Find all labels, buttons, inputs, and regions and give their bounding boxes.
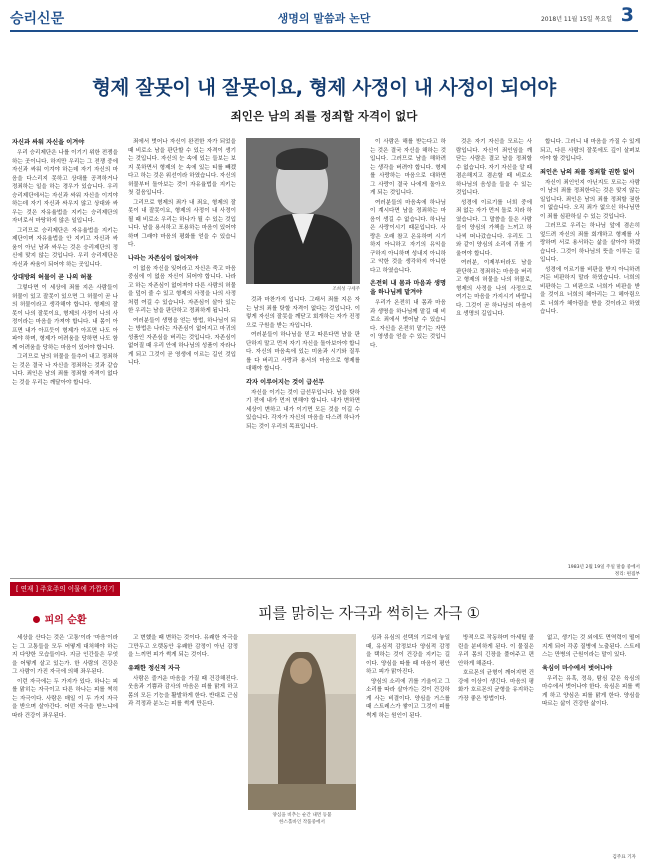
paragraph: 이 없음 자신을 잊어라고 자신은 죽고 마음 중심에 이 없음 자신이 되어야 합니다. 나라고 하는 자존심이 없어져야 다른 사람의 허물을 덮어 줄 수 있고 형제의 사정을 나의 사정처럼 여길 수 있습니다. 자존심이 살아 있는 한 우리는 남을 판단하고 정죄하게 됩니다. bbox=[128, 265, 236, 314]
article-column-4 bbox=[370, 138, 446, 574]
section-name: 생명의 말씀과 논단 bbox=[277, 12, 371, 25]
paragraph: 고 변했을 때 변하는 것이다. 유쾌한 자극을 그만두고 오랫동안 유쾌한 감정이 아닌 감정을 느끼면 피가 썩게 되는 것이다. bbox=[128, 635, 238, 658]
article2-column-1 bbox=[12, 634, 118, 860]
paragraph: 그리므로 남의 허물을 들추어 내고 정죄하는 것은 결국 나 자신을 정죄하는 것과 같습니다. 죄인은 남의 죄를 정죄할 자격이 없다는 것을 우리는 깨달아야 합니다. bbox=[12, 354, 118, 386]
byline: 김주표 기자 bbox=[612, 855, 636, 860]
subheading: 상대방의 허물이 곧 나의 허물 bbox=[12, 274, 93, 281]
paragraph: 여러분들이 생명을 얻는 방법, 하나님이 되는 방법은 나라는 자존심이 없어지고 마귀의 성품인 자존심을 버리는 것입니다. 자존심이 없어질 때 우리 안에 하나님의 성품이 자라나게 되고 그것이 곧 영생에 이르는 길인 것입니다. bbox=[128, 317, 236, 366]
paragraph: 것은 자기 자신을 모르는 사람입니다. 자신이 죄인임을 깨닫는 사람은 결코 남을 정죄할 수 없습니다. 자기 자신을 알 때 겸손해지고 겸손할 때 비로소 하나님의 음성을 들을 수 있는 것입니다. bbox=[456, 139, 532, 196]
subheading: 육심이 마수에서 벗어나야 bbox=[542, 664, 613, 672]
paragraph: 그리므로 승리제단은 자유율법을 지키는 제단이며 자유율법을 안 지키고 자신과 싸움이 아닌 남과 싸우는 것은 승리제단의 정신에 맞지 않는 것입니다. 우리 승리제단은 자신과 싸움이 되어야 하는 곳입니다. bbox=[12, 227, 118, 268]
series-title: 피의 순환 bbox=[10, 611, 110, 626]
paragraph: 우리가 온전히 내 몸과 마음과 생명을 하나님께 맡길 때 비로소 죄에서 벗어날 수 있습니다. 자신을 온전히 맡기는 자만이 영생을 얻을 수 있는 것입니다. bbox=[370, 300, 446, 349]
sermon-source-note: 1983년 2월 19일 주일 말씀 중에서 정리: 편집부 bbox=[567, 565, 640, 577]
paragraph: 여러분들의 마음속에 하나님이 계시다면 남을 정죄하는 마음이 생길 수 없습니다. 하나님은 사랑이시기 때문입니다. 사랑은 오래 참고 온유하며 시기하지 아니하고 자기의 유익을 구하지 아니하며 성내지 아니하고 악한 것을 생각하지 아니한다고 하였습니다. bbox=[370, 199, 446, 274]
paragraph: 그리므로 형제의 죄가 내 죄요, 형제의 잘못이 내 잘못이요, 형제의 사정이 내 사정이 될 때 비로소 우리는 하나가 될 수 있는 것입니다. 남을 용서하고 포용하는 마음이 있어야 하며 그래야 마음의 평화를 얻을 수 있습니다. bbox=[128, 199, 236, 248]
paragraph: 우리는 유혹, 정욕, 탐심 같은 육심의 마수에서 벗어나야 한다. 육심은 피를 썩게 하고 양심은 피를 맑게 한다. 양심을 따르는 삶이 건강한 삶이다. bbox=[542, 675, 640, 707]
paragraph: 여러분, 이제부터라도 남을 판단하고 정죄하는 마음을 버리고 형제의 허물을 나의 허물로, 형제의 사정을 나의 사정으로 여기는 마음을 가지시기 바랍니다. 그것이 곧 하나님의 마음이요 생명의 길입니다. bbox=[456, 260, 532, 317]
subheading: 나라는 자존심이 없어져야 bbox=[128, 254, 199, 262]
paragraph: 합니다. 그러니 내 마음을 가질 수 있게 되고, 다른 사람의 잘못에도 깊이 살펴보아야 할 것입니다. bbox=[540, 139, 640, 162]
series-tag: [ 연재 ] 주호주의 이물에 가깝지기 bbox=[10, 582, 120, 596]
article-column-6 bbox=[540, 138, 640, 558]
paragraph: 방적으로 작동하며 아세틸 콜린을 분비하게 된다. 이 물질은 우리 몸의 긴장을 풀어주고 편안하게 해준다. bbox=[458, 635, 534, 667]
article2-headline: 피를 맑히는 자극과 썩히는 자극 ① bbox=[258, 604, 480, 622]
paragraph: 성경에 이르기를 너희 중에 죄 없는 자가 먼저 돌로 치라 하였습니다. 그 말씀을 들은 사람들이 양심의 가책을 느끼고 하나씩 떠나갔습니다. 우리도 그와 같이 양심의 소리에 귀를 기울여야 합니다. bbox=[456, 199, 532, 257]
article2-column-2 bbox=[128, 634, 238, 860]
subheading: 자신과 싸워 자신을 이겨야 bbox=[12, 139, 85, 146]
paragraph: 양심의 소리에 귀를 기울이고 그 소리를 따라 살아가는 것이 건강하게 사는 비결이다. 양심을 거스를 때 스트레스가 쌓이고 그것이 피를 썩게 하는 원인이 된다. bbox=[366, 678, 450, 719]
paragraph: 성경에 이르기를 비판을 받지 아니하려거든 비판하지 말라 하였습니다. 너희의 비판하는 그 비판으로 너희가 비판을 받을 것이요 너희의 헤아리는 그 헤아림으로 너희가 헤아림을 받을 것이라고 하였습니다. bbox=[540, 266, 640, 315]
paragraph: 없고, 생기는 것 외에도 면역력이 떨어지게 되어 각종 질병에 노출된다. 스트레스는 만병의 근원이라는 말이 있다. bbox=[542, 635, 640, 658]
subheading: 온전히 내 몸과 마음과 생명을 하나님께 맡겨야 bbox=[370, 280, 446, 296]
paragraph: 이런 자극에는 두 가지가 있다. 하나는 피를 맑히는 자극이고 다른 하나는 피를 썩히는 자극이다. 사람은 매일 이 두 가지 자극을 받으며 살아간다. 어떤 자극을 받느냐에 따라 건강이 좌우된다. bbox=[12, 678, 118, 719]
article-headline: 형제 잘못이 내 잘못이요, 형제 사정이 내 사정이 되어야 bbox=[92, 76, 556, 99]
painting-face bbox=[290, 658, 312, 684]
page-number: 3 bbox=[620, 4, 634, 26]
article2-column-4 bbox=[458, 634, 534, 860]
article2-column-3 bbox=[366, 634, 450, 860]
paragraph: 이 사람은 해를 받는다고 하는 것은 결국 자신을 해하는 것입니다. 그러므로 남을 해하려는 생각을 버려야 합니다. 형제를 사랑하는 마음으로 대하면 그 사랑이 결국 나에게 돌아오게 되는 것입니다. bbox=[370, 139, 446, 196]
paragraph: 자신이 죄인인지 아닌지도 모르는 사람이 남의 죄를 정죄한다는 것은 맞지 않는 일입니다. 죄인은 남의 죄를 정죄할 권한이 없습니다. 오직 죄가 없으신 하나님만이 죄를 심판하실 수 있는 것입니다. bbox=[540, 179, 640, 220]
painting-ground bbox=[248, 784, 356, 810]
subheading: 각자 이루어지는 것이 급선무 bbox=[246, 378, 325, 386]
paragraph: 여러분들이 하나님을 믿고 따른다면 남을 판단하지 말고 먼저 자기 자신을 돌아보아야 합니다. 자신의 마음속에 있는 미움과 시기와 질투를 다 버리고 사랑과 용서의 마음으로 형제를 대해야 합니다. bbox=[246, 332, 360, 372]
paragraph: 그러므로 우리는 하나님 앞에 겸손히 엎드려 자신의 죄를 회개하고 형제를 사랑하며 서로 용서하는 삶을 살아야 하겠습니다. 그것이 하나님의 뜻을 이루는 길입니다. bbox=[540, 223, 640, 263]
preacher-photo bbox=[246, 138, 360, 284]
paragraph: 죄에서 벗어나 자신이 완전한 자가 되었을 때 비로소 남을 판단할 수 있는 자격이 생기는 것입니다. 자신의 눈 속에 있는 들보는 보지 못하면서 형제의 눈 속에 있는 티를 빼겠다고 하는 것은 위선이라 하였습니다. 자신의 허물부터 돌아보는 것이 자유율법을 지키는 첫 걸음입니다. bbox=[128, 139, 236, 196]
paragraph: 자신을 이기는 것이 급선무입니다. 남을 탓하기 전에 내가 먼저 변해야 합니다. 내가 변하면 세상이 변하고 내가 이기면 모든 것을 이길 수 있습니다. 각자가 자신의 마음을 다스려 하나가 되는 것이 우리의 목표입니다. bbox=[246, 389, 360, 430]
paragraph: 그렇다면 이 세상에 죄를 지은 사람들이 허물이 있고 잘못이 있으면 그 허물이 곧 나의 허물이라고 생각해야 합니다. 형제의 잘못이 나의 잘못이요, 형제의 사정이 나의 사정이라는 마음을 가져야 합니다. 내 몸이 아프면 내가 아프듯이 형제가 아프면 나도 아파야 하며, 형제가 어려움을 당하면 나도 함께 어려움을 당하는 마음이 있어야 합니다. bbox=[12, 285, 118, 351]
paragraph: 사람은 즐거운 마음을 가질 때 건강해진다. 웃음과 기쁨과 감사의 마음은 피를 맑게 하고 몸의 모든 기능을 활발하게 한다. 반대로 근심과 걱정과 분노는 피를 썩게 만든다. bbox=[128, 675, 238, 707]
article-column-3 bbox=[246, 296, 360, 574]
subheading: 유쾌한 정신적 자극 bbox=[128, 664, 181, 672]
paragraph: 싱과 유심의 선택의 기로에 놓일 때, 유심적 감정보다 양심적 감정을 택하는 것이 건강을 지키는 길이다. 양심을 따를 때 마음이 평안하고 피가 맑아진다. bbox=[366, 635, 450, 675]
subheading: 죄인은 남의 죄를 정죄할 권한 없어 bbox=[540, 168, 635, 176]
photo-caption: 조희성 구세주 bbox=[332, 287, 360, 292]
article2-column-5 bbox=[542, 634, 640, 848]
article-column-5 bbox=[456, 138, 532, 574]
paragraph: 우리 승리제단은 나를 이기기 위한 전쟁을 하는 곳이니다. 하지만 우리는 그 전쟁 중에 자신과 싸워 이겨야 하는데 자기 자신의 마음을 다스리지 못하고 상대를 공격하거나 정죄하는 일을 하는 경우가 있습니다. 우리 승리제단에서는 자신과 싸워 자신을 이겨야 하는데 자기 자신과 싸우지 않고 상대와 싸우는 것은 자유율법을 지키는 승리제단의 자녀로서 마땅하지 않은 일입니다. bbox=[12, 150, 118, 224]
article-column-1 bbox=[12, 138, 118, 574]
paragraph: 세상을 산다는 것은 '고통'이라 '마음'이라는 그 고통들을 모두 어떻게 대처해야 하는지 다양한 모습들이다. 지금 인간들은 무엇을 어떻게 살고 있는가. 한 사람의 건강은 그 사람이 가진 자극에 의해 좌우된다. bbox=[12, 635, 118, 675]
issue-date: 2018년 11월 15일 목요일 bbox=[540, 16, 612, 23]
article-subhead: 죄인은 남의 죄를 정죄할 자격이 없다 bbox=[230, 109, 418, 123]
article-column-2 bbox=[128, 138, 236, 574]
paragraph: 것과 마찬가지 입니다. 그래서 죄를 지은 자는 남의 죄를 탓할 자격이 없다는 것입니다. 이렇게 자신의 잘못을 깨닫고 회개하는 자가 진정으로 구원을 받는 자입니다. bbox=[246, 297, 360, 329]
section-divider bbox=[10, 578, 638, 579]
newspaper-logo: 승리신문 bbox=[10, 11, 65, 27]
masthead bbox=[10, 6, 638, 32]
painting-caption: 양심을 비추는 순간 내면 등불 한스홀바인 작품중에서 bbox=[272, 813, 332, 825]
painting-illustration bbox=[248, 634, 356, 810]
photo-figure-hair bbox=[276, 148, 328, 170]
paragraph: 호르몬의 균형이 깨어지면 건강에 이상이 생긴다. 마음의 평화가 호르몬의 균형을 유지하는 가장 좋은 방법이다. bbox=[458, 670, 534, 702]
